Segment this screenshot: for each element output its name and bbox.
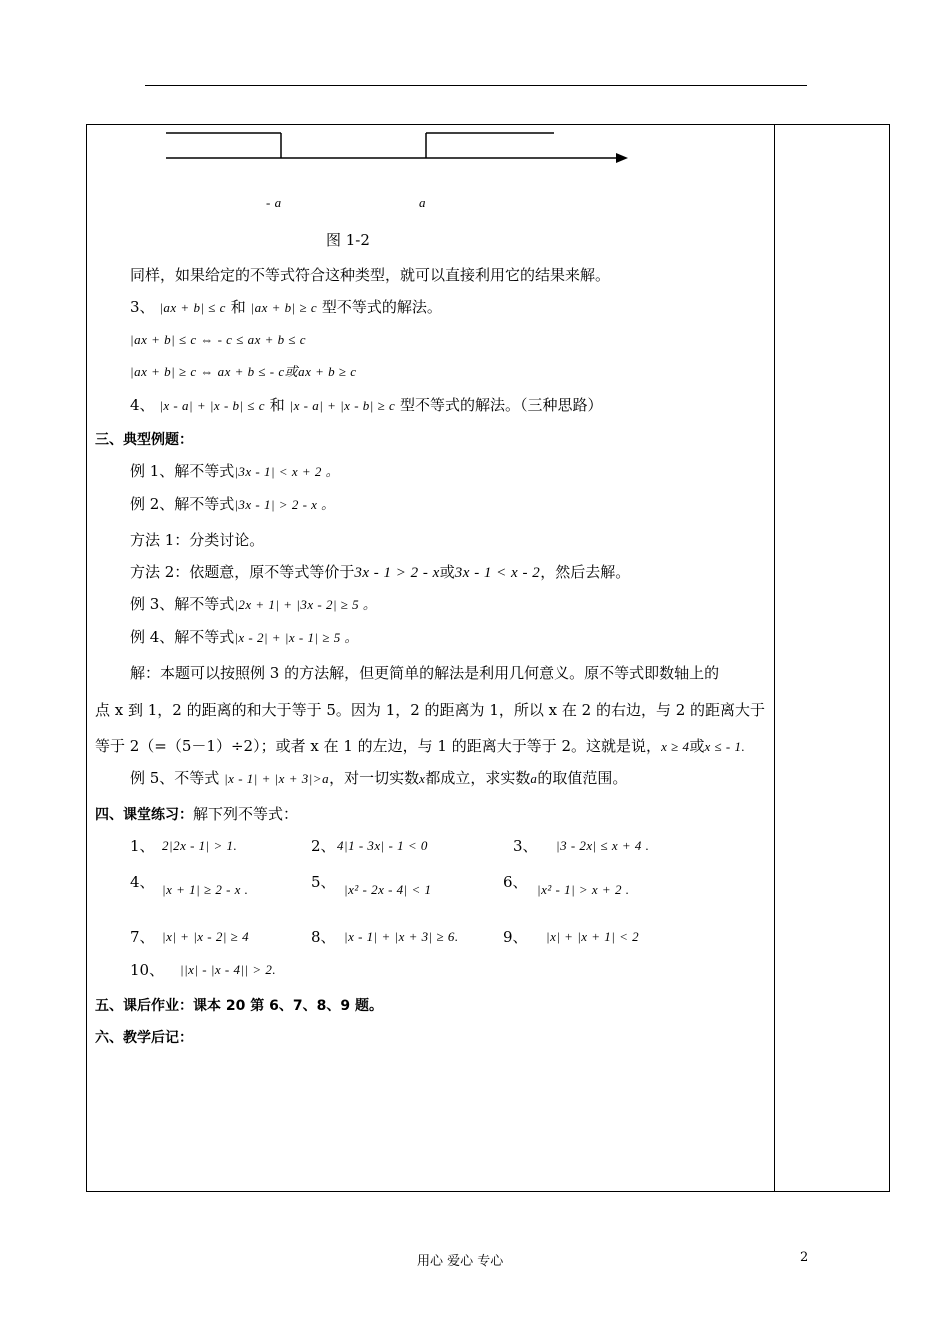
example-5	[130, 768, 627, 789]
exercise-number: 7、	[130, 928, 155, 946]
exercise-8	[311, 927, 336, 947]
exercise-3	[513, 836, 538, 856]
example-5-formula: |x - 1| + |x + 3|>a	[224, 771, 330, 786]
exercise-6-formula: |x² - 1| > x + 2 .	[537, 882, 630, 897]
label-a: a	[419, 195, 426, 210]
section-four-heading-line	[95, 804, 298, 825]
item-3-formula-2: |ax + b| ≥ c	[250, 300, 318, 315]
example-2-formula: |3x - 1| > 2 - x 。	[234, 497, 335, 512]
solution-line-3-formula-1: x ≥ 4	[661, 739, 690, 754]
item-4-line	[130, 395, 603, 416]
item-3-line	[130, 297, 442, 318]
example-4	[130, 627, 358, 648]
exercise-2-formula: 4|1 - 3x| - 1 < 0	[337, 838, 428, 853]
equivalence-2: |ax + b| ≥ c ⇔ ax + b ≤ - c或ax + b ≥ c	[130, 364, 357, 379]
exercise-number: 2、	[311, 837, 336, 855]
equivalence-1: |ax + b| ≤ c ⇔ - c ≤ ax + b ≤ c	[130, 332, 307, 347]
exercise-1-formula: 2|2x - 1| > 1.	[162, 838, 238, 853]
method-2-or: 或	[439, 563, 455, 581]
exercise-number: 9、	[503, 928, 528, 946]
method-2-label: 方法 2：依题意，原不等式等价于	[130, 563, 355, 581]
exercise-number: 10、	[130, 961, 165, 979]
example-3	[130, 594, 376, 615]
exercise-number: 8、	[311, 928, 336, 946]
exercise-9-formula: |x| + |x + 1| < 2	[546, 929, 640, 944]
example-5-var-x: x	[419, 771, 426, 786]
paragraph-same-type: 同样，如果给定的不等式符合这种类型，就可以直接利用它的结果来解。	[130, 266, 611, 284]
exercise-3-formula: |3 - 2x| ≤ x + 4 .	[556, 838, 650, 853]
exercise-4	[130, 872, 155, 892]
exercise-9	[503, 927, 528, 947]
label-negative-a: - a	[266, 195, 282, 210]
example-1-formula: |3x - 1| < x + 2 。	[234, 464, 340, 479]
example-4-formula: |x - 2| + |x - 1| ≥ 5 。	[234, 630, 358, 645]
example-2	[130, 494, 335, 515]
solution-line-3-formula-2: x ≤ - 1.	[704, 739, 746, 754]
item-4-formula-2: |x - a| + |x - b| ≥ c	[289, 398, 396, 413]
exercise-number: 5、	[311, 873, 336, 891]
example-4-label: 例 4、解不等式	[130, 628, 235, 646]
exercise-number: 4、	[130, 873, 155, 891]
exercise-6	[503, 872, 528, 892]
item-3-formula-1: |ax + b| ≤ c	[159, 300, 226, 315]
exercise-7	[130, 927, 155, 947]
example-3-label: 例 3、解不等式	[130, 595, 235, 613]
example-2-label: 例 2、解不等式	[130, 495, 235, 513]
exercise-7-formula: |x| + |x - 2| ≥ 4	[162, 929, 250, 944]
exercise-5	[311, 872, 336, 892]
item-4-formula-1: |x - a| + |x - b| ≤ c	[159, 398, 265, 413]
example-5-text-3: 的取值范围。	[537, 769, 628, 787]
exercise-2	[311, 836, 336, 856]
solution-line-3	[95, 736, 745, 757]
example-1-label: 例 1、解不等式	[130, 462, 235, 480]
method-2-formula-1: 3x - 1 > 2 - x	[354, 565, 440, 581]
item-4-suffix: 型不等式的解法。（三种思路）	[400, 396, 603, 414]
exercise-number: 3、	[513, 837, 538, 855]
method-2-suffix: ，然后去解。	[540, 563, 631, 581]
solution-line-1: 解：本题可以按照例 3 的方法解，但更简单的解法是利用几何意义。原不等式即数轴上的	[130, 664, 720, 682]
figure-caption: 图 1-2	[326, 231, 370, 249]
item-3-and: 和	[230, 298, 246, 316]
item-4-and: 和	[269, 396, 285, 414]
exercise-number: 1、	[130, 837, 155, 855]
exercise-10-formula: ||x| - |x - 4|| > 2.	[180, 962, 277, 977]
footer-motto: 用心 爱心 专心	[417, 1254, 504, 1269]
example-5-text-2: 都成立，求实数	[425, 769, 531, 787]
method-2	[130, 562, 630, 583]
example-5-text-1: ，对一切实数	[329, 769, 420, 787]
section-five-heading: 五、课后作业：课本 20 第 6、7、8、9 题。	[95, 998, 383, 1014]
solution-line-3-or: 或	[689, 737, 705, 755]
example-3-formula: |2x + 1| + |3x - 2| ≥ 5 。	[234, 597, 377, 612]
number-line-arrow-icon	[616, 153, 628, 163]
solution-line-3-text: 等于 2（=（5－1）÷2）；或者 x 在 1 的左边，与 1 的距离大于等于 2。这就是说，	[95, 737, 662, 755]
exercise-4-formula: |x + 1| ≥ 2 - x .	[162, 882, 249, 897]
section-three-heading: 三、典型例题：	[95, 432, 193, 448]
section-six-heading: 六、教学后记：	[95, 1030, 193, 1046]
exercise-8-formula: |x - 1| + |x + 3| ≥ 6.	[344, 929, 459, 944]
example-1	[130, 461, 339, 482]
exercise-1	[130, 836, 155, 856]
exercise-5-formula: |x² - 2x - 4| < 1	[344, 882, 432, 897]
section-four-heading: 四、课堂练习：	[95, 807, 193, 823]
example-5-var-a: a	[530, 771, 538, 786]
item-3-suffix: 型不等式的解法。	[321, 298, 442, 316]
exercise-number: 6、	[503, 873, 528, 891]
solution-line-2: 点 x 到 1，2 的距离的和大于等于 5。因为 1，2 的距离为 1，所以 x 在 2 的右边，与 2 的距离大于	[95, 701, 766, 719]
method-2-formula-2: 3x - 1 < x - 2	[454, 565, 541, 581]
item-4-number: 4、	[130, 396, 155, 414]
page-number: 2	[800, 1250, 809, 1265]
example-5-label: 例 5、不等式	[130, 769, 220, 787]
section-four-heading-tail: 解下列不等式：	[193, 805, 299, 823]
method-1: 方法 1：分类讨论。	[130, 531, 265, 549]
exercise-10	[130, 960, 164, 980]
item-3-number: 3、	[130, 298, 155, 316]
